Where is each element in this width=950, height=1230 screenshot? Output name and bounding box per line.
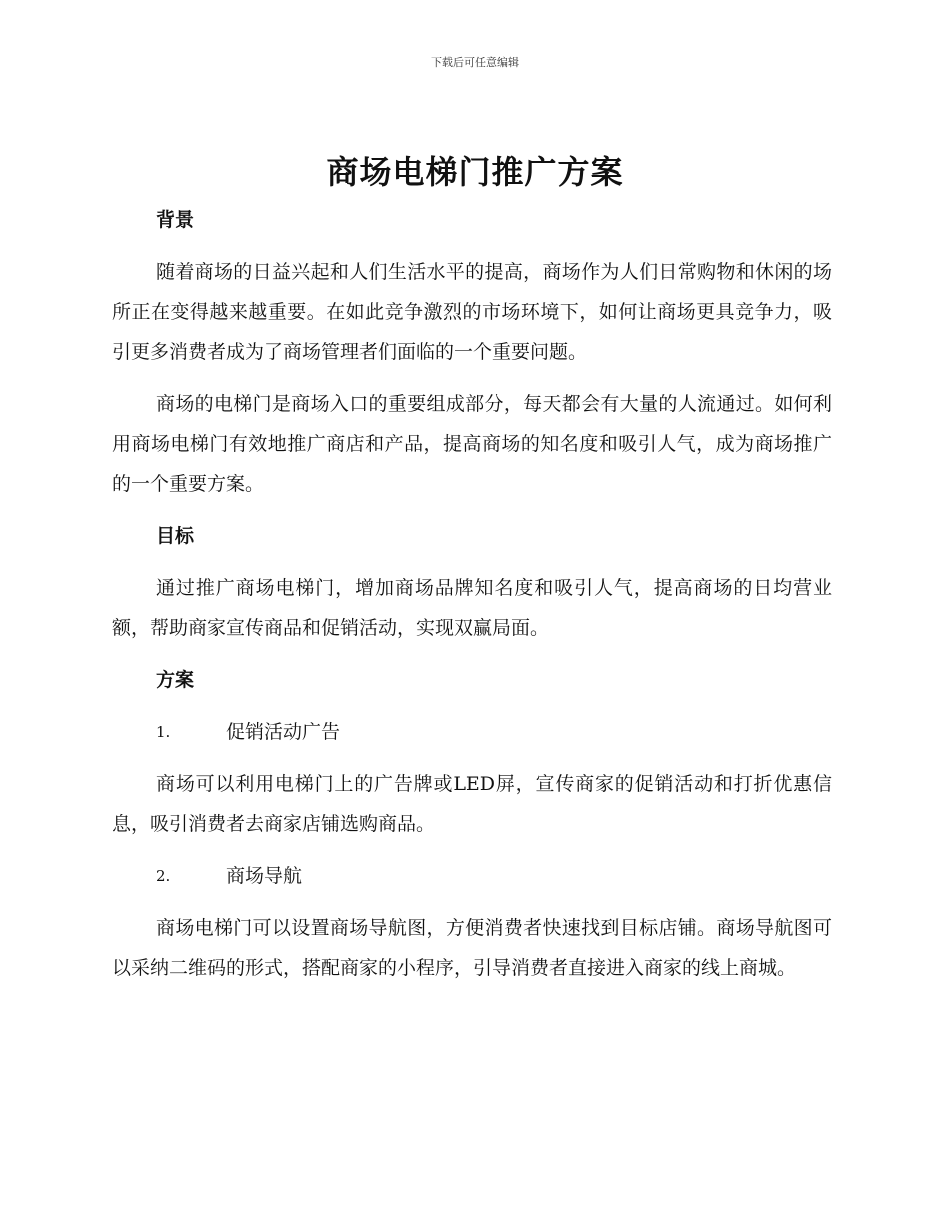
plan-item-number: 2. bbox=[156, 867, 171, 885]
plan-item-1 bbox=[112, 712, 832, 752]
document-title: 商场电梯门推广方案 bbox=[326, 153, 624, 191]
plan-item-number: 1. bbox=[156, 723, 171, 741]
section-heading-plan: 方案 bbox=[156, 669, 195, 691]
background-paragraph-2: 商场的电梯门是商场入口的重要组成部分，每天都会有大量的人流通过。如何利用商场电梯门有效地推广商店和产品，提高商场的知名度和吸引人气，成为商场推广的一个重要方案。 bbox=[112, 393, 832, 495]
plan-item-1-description: 商场可以利用电梯门上的广告牌或LED屏，宣传商家的促销活动和打折优惠信息，吸引消费者去商家店铺选购商品。 bbox=[112, 773, 832, 835]
plan-item-2-description: 商场电梯门可以设置商场导航图，方便消费者快速找到目标店铺。商场导航图可以采纳二维码的形式，搭配商家的小程序，引导消费者直接进入商家的线上商城。 bbox=[112, 917, 832, 979]
background-paragraph-1: 随着商场的日益兴起和人们生活水平的提高，商场作为人们日常购物和休闲的场所正在变得越来越重要。在如此竞争激烈的市场环境下，如何让商场更具竞争力，吸引更多消费者成为了商场管理者们面临的一个重要问题。 bbox=[112, 261, 832, 363]
section-heading-background: 背景 bbox=[156, 209, 195, 231]
plan-item-2 bbox=[112, 856, 832, 896]
plan-item-label: 商场导航 bbox=[226, 865, 303, 887]
document-body bbox=[112, 200, 832, 1000]
section-heading-goal: 目标 bbox=[156, 525, 195, 547]
plan-item-label: 促销活动广告 bbox=[226, 721, 341, 743]
goal-paragraph: 通过推广商场电梯门，增加商场品牌知名度和吸引人气，提高商场的日均营业额，帮助商家宣传商品和促销活动，实现双赢局面。 bbox=[112, 577, 832, 639]
page-header: 下载后可任意编辑 bbox=[431, 56, 519, 69]
